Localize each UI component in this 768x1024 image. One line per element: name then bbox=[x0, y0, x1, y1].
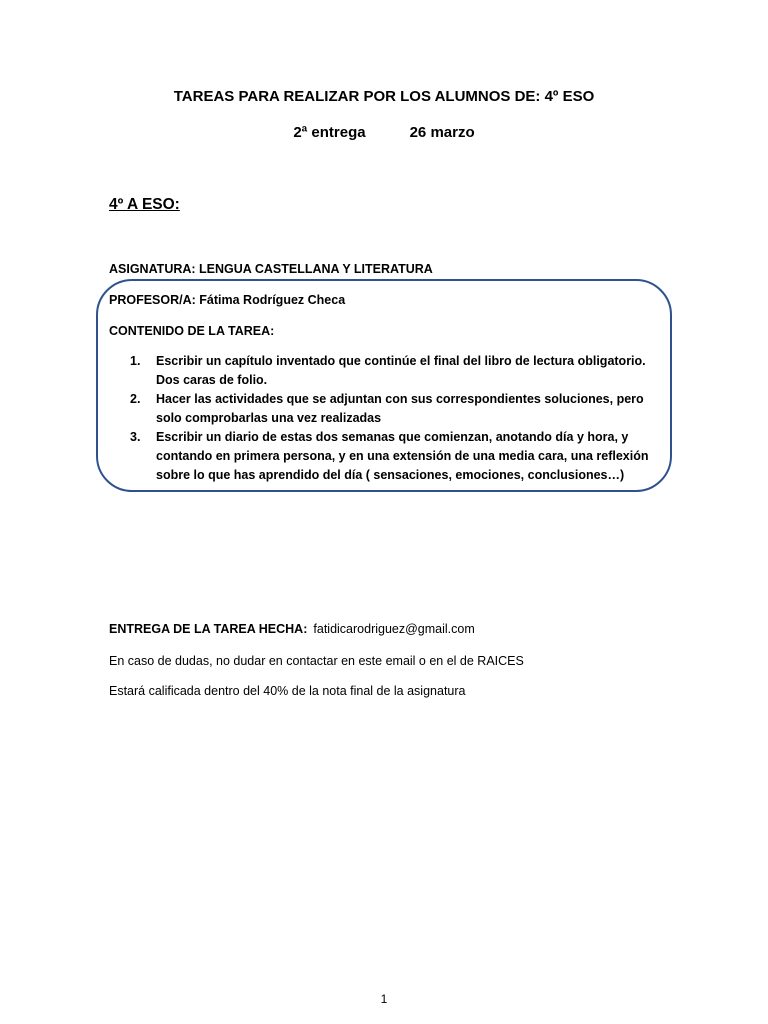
task-number: 2. bbox=[130, 392, 141, 406]
task-number: 3. bbox=[130, 430, 141, 444]
task-text: Escribir un diario de estas dos semanas que comienzan, anotando día y hora, y contando en primera persona, y en una extensión de una media cara, una reflexión sobre lo que has aprendido del día ( sensaciones, emociones, conclusiones…) bbox=[156, 430, 649, 482]
task-text: Hacer las actividades que se adjuntan con sus correspondientes soluciones, pero solo comprobarlas una vez realizadas bbox=[156, 392, 644, 425]
task-content-label: CONTENIDO DE LA TAREA: bbox=[109, 324, 275, 338]
teacher-label: PROFESOR/A: Fátima Rodríguez Checa bbox=[109, 293, 346, 307]
delivery-date: 26 marzo bbox=[409, 124, 475, 141]
handin-email-link[interactable]: fatidicarodriguez@gmail.com bbox=[313, 622, 475, 636]
delivery-number: 2ª entrega bbox=[293, 124, 366, 141]
subject-label: ASIGNATURA: LENGUA CASTELLANA Y LITERATURA bbox=[109, 262, 433, 276]
page-number: 1 bbox=[380, 992, 388, 1006]
delivery-info bbox=[0, 124, 768, 141]
task-item bbox=[130, 352, 670, 390]
handin-line bbox=[109, 622, 475, 636]
task-item bbox=[130, 428, 670, 485]
task-item bbox=[130, 390, 670, 428]
document-title: TAREAS PARA REALIZAR POR LOS ALUMNOS DE: 4º ESO bbox=[173, 88, 595, 105]
group-heading: 4º A ESO: bbox=[109, 196, 180, 213]
task-number: 1. bbox=[130, 354, 141, 368]
handin-label: ENTREGA DE LA TAREA HECHA: bbox=[109, 622, 308, 636]
task-text: Escribir un capítulo inventado que continúe el final del libro de lectura obligatorio. Dos caras de folio. bbox=[156, 354, 646, 387]
doubts-note: En caso de dudas, no dudar en contactar en este email o en el de RAICES bbox=[109, 654, 524, 668]
grading-note: Estará calificada dentro del 40% de la nota final de la asignatura bbox=[109, 684, 466, 698]
task-list bbox=[130, 352, 670, 485]
